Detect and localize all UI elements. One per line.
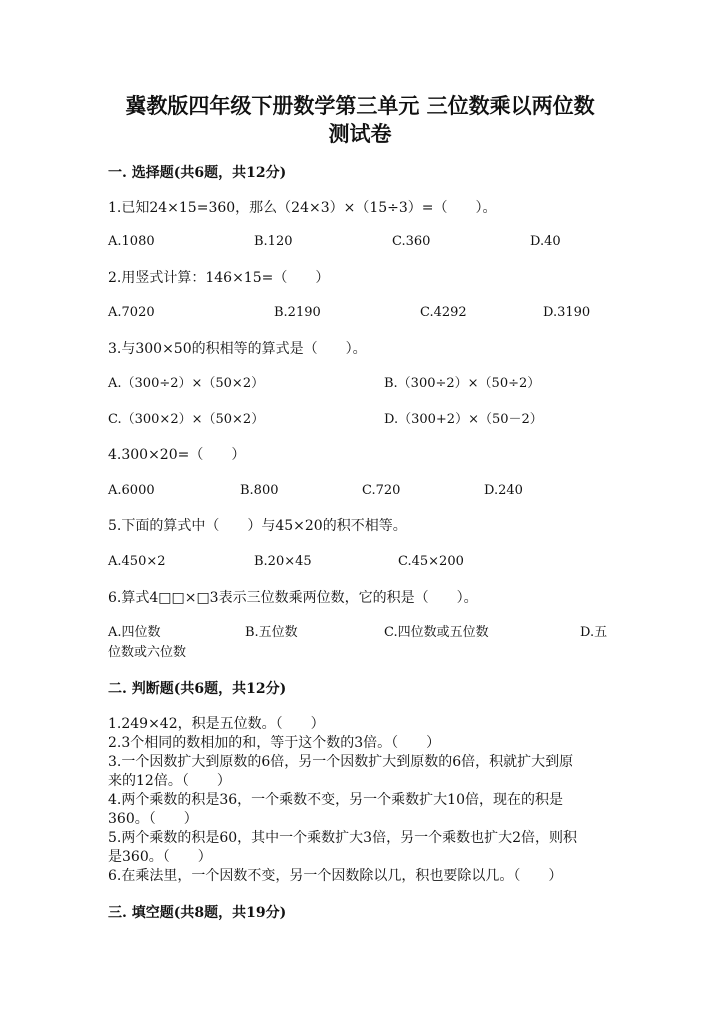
question-2-option-c: C.4292 (420, 305, 467, 320)
question-3-option-d: D.（300+2）×（50－2） (384, 412, 543, 427)
judgement-line: 2.3个相同的数相加的和，等于这个数的3倍。（ ） (108, 735, 441, 751)
question-4-option-c: C.720 (362, 483, 401, 498)
judgement-line: 4.两个乘数的积是36，一个乘数不变，另一个乘数扩大10倍，现在的积是 (108, 792, 563, 808)
question-3-option-a: A.（300÷2）×（50×2） (108, 376, 265, 391)
question-3: 3.与300×50的积相等的算式是（ ）。 (108, 341, 367, 357)
question-3-option-b: B.（300÷2）×（50÷2） (384, 376, 541, 391)
question-2-option-b: B.2190 (274, 305, 321, 320)
question-1-option-d: D.40 (530, 234, 561, 249)
question-2-option-a: A.7020 (108, 305, 155, 320)
question-4-option-b: B.800 (240, 483, 279, 498)
question-5-option-c: C.45×200 (398, 554, 464, 569)
question-1-option-a: A.1080 (108, 234, 155, 249)
question-1-option-b: B.120 (254, 234, 293, 249)
question-6-option-b: B.五位数 (245, 625, 298, 640)
question-5: 5.下面的算式中（ ）与45×20的积不相等。 (108, 518, 407, 534)
judgement-line: 1.249×42，积是五位数。（ ） (108, 716, 325, 732)
judgement-line: 5.两个乘数的积是60，其中一个乘数扩大3倍，另一个乘数也扩大2倍，则积 (108, 830, 577, 846)
question-6-option-a: A.四位数 (108, 625, 161, 640)
question-5-option-a: A.450×2 (108, 554, 166, 569)
question-6-option-c: C.四位数或五位数 (384, 625, 489, 640)
section-heading-fill-blank: 三. 填空题(共8题，共19分) (108, 905, 287, 921)
question-2: 2.用竖式计算：146×15=（ ） (108, 270, 330, 286)
question-4: 4.300×20=（ ） (108, 447, 246, 463)
question-4-option-d: D.240 (484, 483, 523, 498)
judgement-line: 6.在乘法里，一个因数不变，另一个因数除以几，积也要除以几。（ ） (108, 868, 563, 884)
question-1-option-c: C.360 (392, 234, 431, 249)
document-title: 冀教版四年级下册数学第三单元 三位数乘以两位数 (125, 93, 595, 118)
question-2-option-d: D.3190 (543, 305, 591, 320)
question-5-option-b: B.20×45 (254, 554, 312, 569)
document-title-line2: 测试卷 (328, 121, 392, 146)
question-6: 6.算式4□□×□3表示三位数乘两位数，它的积是（ ）。 (108, 590, 478, 606)
judgement-line: 3.一个因数扩大到原数的6倍，另一个因数扩大到原数的6倍，积就扩大到原 (108, 754, 574, 770)
judgement-line: 是360。（ ） (108, 849, 212, 865)
question-4-option-a: A.6000 (108, 483, 155, 498)
question-6-option-d: D.五 (580, 625, 608, 640)
section-heading-choice: 一. 选择题(共6题，共12分) (108, 165, 287, 181)
judgement-line: 来的12倍。（ ） (108, 773, 231, 789)
judgement-line: 360。（ ） (108, 811, 198, 827)
question-1: 1.已知24×15=360，那么（24×3）×（15÷3）=（ ）。 (108, 200, 497, 216)
question-3-option-c: C.（300×2）×（50×2） (108, 412, 265, 427)
section-heading-judgement: 二. 判断题(共6题，共12分) (108, 681, 287, 697)
question-6-option-d-continued: 位数或六位数 (108, 645, 187, 660)
